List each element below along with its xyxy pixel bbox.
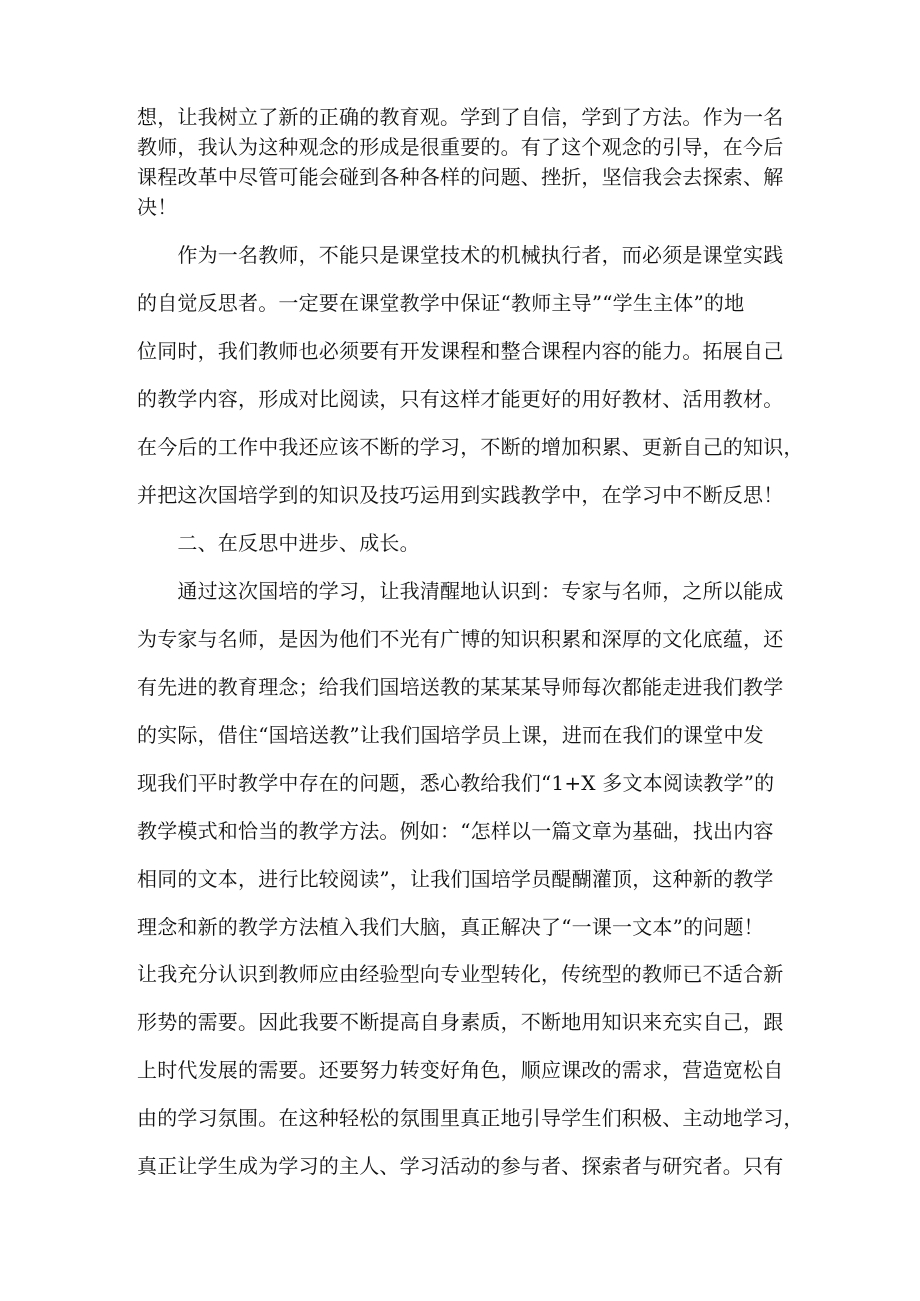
text-line: 在今后的工作中我还应该不断的学习，不断的增加积累、更新自己的知识， [137, 435, 804, 459]
text-line: 的实际，借住“国培送教”让我们国培学员上课，进而在我们的课堂中发 [137, 723, 764, 747]
text-line: 位同时，我们教师也必须要有开发课程和整合课程内容的能力。拓展自己 [137, 339, 784, 363]
text-line: 上时代发展的需要。还要努力转变好角色，顺应课改的需求，营造宽松自 [137, 1058, 784, 1082]
text-line: 由的学习氛围。在这种轻松的氛围里真正地引导学生们积极、主动地学习， [137, 1106, 804, 1130]
text-line: 让我充分认识到教师应由经验型向专业型转化，传统型的教师已不适合新 [137, 962, 784, 986]
text-line: 真正让学生成为学习的主人、学习活动的参与者、探索者与研究者。只有 [137, 1154, 784, 1178]
text-line: 有先进的教育理念；给我们国培送教的某某某导师每次都能走进我们教学 [137, 675, 784, 699]
text-line: 理念和新的教学方法植入我们大脑，真正解决了“一课一文本”的问题！ [137, 915, 764, 939]
text-line: 为专家与名师，是因为他们不光有广博的知识积累和深厚的文化底蕴，还 [137, 627, 784, 651]
section-heading: 二、在反思中进步、成长。 [137, 531, 420, 555]
text-line: 现我们平时教学中存在的问题，悉心教给我们“1+X 多文本阅读教学”的 [137, 771, 775, 795]
text-line: 教学模式和恰当的教学方法。例如：“怎样以一篇文章为基础，找出内容 [137, 819, 774, 843]
text-line: 课程改革中尽管可能会碰到各种各样的问题、挫折，坚信我会去探索、解 [137, 165, 784, 189]
text-line: 的教学内容，形成对比阅读，只有这样才能更好的用好教材、活用教材。 [137, 387, 784, 411]
text-line: 并把这次国培学到的知识及技巧运用到实践教学中，在学习中不断反思！ [137, 483, 784, 507]
text-line: 通过这次国培的学习，让我清醒地认识到：专家与名师，之所以能成 [137, 579, 784, 603]
text-line: 作为一名教师，不能只是课堂技术的机械执行者，而必须是课堂实践 [137, 243, 784, 267]
text-line: 的自觉反思者。一定要在课堂教学中保证“教师主导”“学生主体”的地 [137, 291, 745, 315]
text-line: 形势的需要。因此我要不断提高自身素质，不断地用知识来充实自己，跟 [137, 1010, 784, 1034]
text-line: 决！ [137, 195, 178, 219]
text-line: 教师，我认为这种观念的形成是很重要的。有了这个观念的引导，在今后 [137, 135, 784, 159]
text-line: 相同的文本，进行比较阅读”，让我们国培学员醍醐灌顶，这种新的教学 [137, 867, 774, 891]
text-line: 想，让我树立了新的正确的教育观。学到了自信，学到了方法。作为一名 [137, 105, 784, 129]
